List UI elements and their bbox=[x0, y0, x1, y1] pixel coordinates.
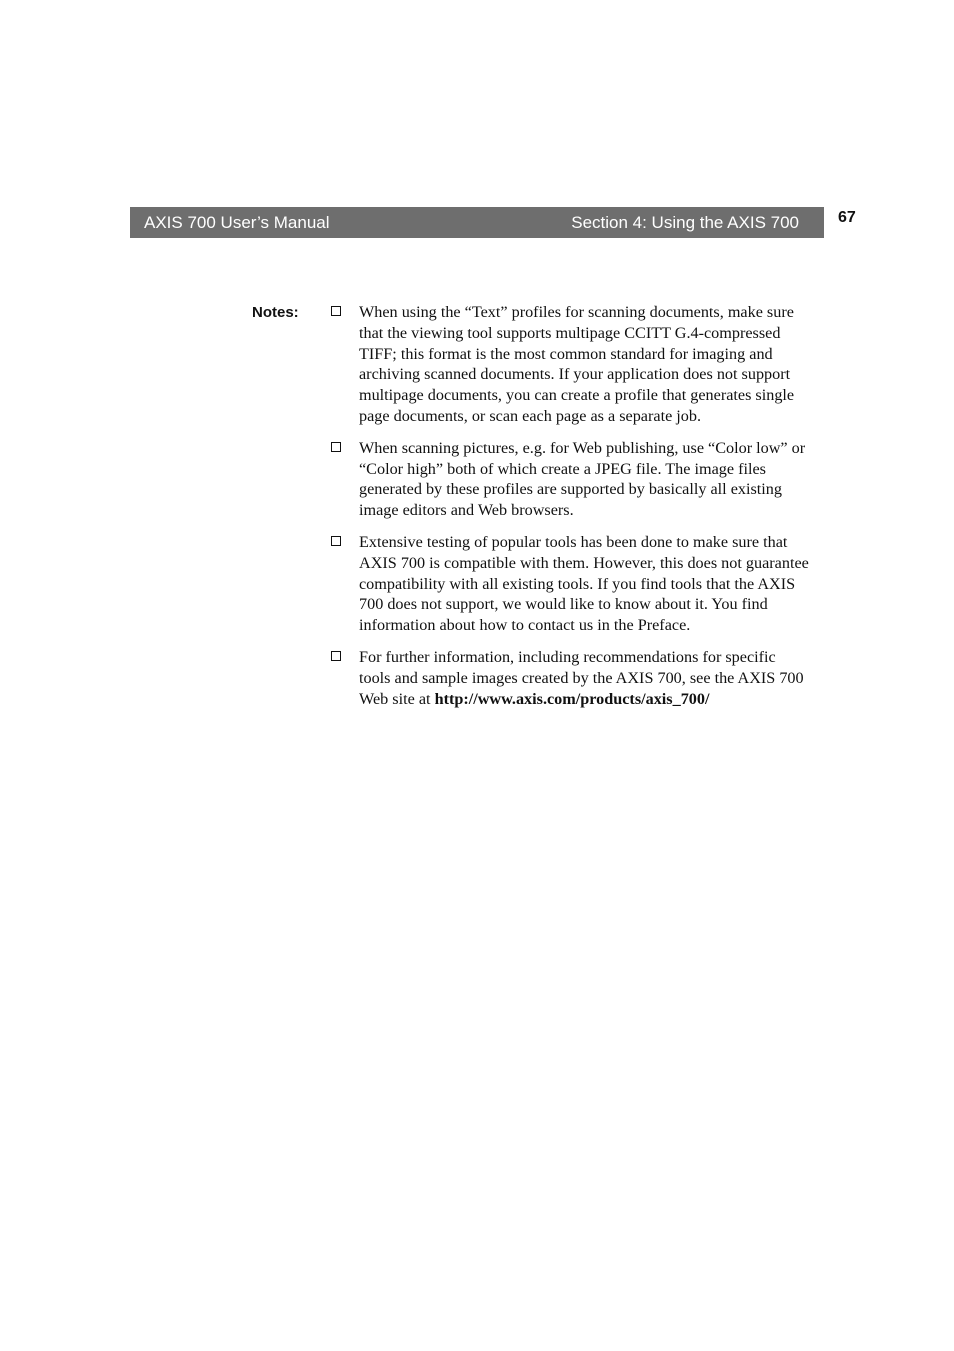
notes-list bbox=[330, 302, 810, 720]
note-item bbox=[330, 647, 810, 709]
section-title: Section 4: Using the AXIS 700 bbox=[571, 212, 799, 232]
checkbox-bullet-icon bbox=[331, 306, 341, 316]
note-text: When using the “Text” profiles for scanning documents, make sure that the viewing tool supports multipage CCITT G.4-compressed TIFF; this format is the most common standard for imaging and archiving scanned documents. If your application does not support multipage documents, you can create a profile that generates single page documents, or scan each page as a separate job. bbox=[359, 303, 795, 425]
checkbox-bullet-icon bbox=[331, 442, 341, 452]
note-item bbox=[330, 532, 810, 636]
note-text: For further information, including recommendations for specific tools and sample images created by the AXIS 700, see the AXIS 700 Web site at bbox=[359, 647, 804, 708]
checkbox-bullet-icon bbox=[331, 536, 341, 546]
note-text: Extensive testing of popular tools has been done to make sure that AXIS 700 is compatible with them. However, this does not guarantee compatibility with all existing tools. If you find tools that the AXIS 700 does not support, we would like to know about it. You find information about how to contact us in the Preface. bbox=[359, 532, 809, 635]
note-item bbox=[330, 438, 810, 521]
notes-label: Notes: bbox=[252, 304, 299, 321]
note-text: When scanning pictures, e.g. for Web publishing, use “Color low” or “Color high” both of which create a JPEG file. The image files generated by these profiles are supported by basically all existing image editors and Web browsers. bbox=[359, 438, 806, 520]
page-number: 67 bbox=[838, 209, 856, 226]
manual-title: AXIS 700 User’s Manual bbox=[144, 212, 330, 232]
axis-website-link[interactable]: http://www.axis.com/products/axis_700/ bbox=[434, 689, 710, 708]
note-item bbox=[330, 302, 810, 427]
checkbox-bullet-icon bbox=[331, 651, 341, 661]
page-header-bar bbox=[130, 207, 824, 238]
